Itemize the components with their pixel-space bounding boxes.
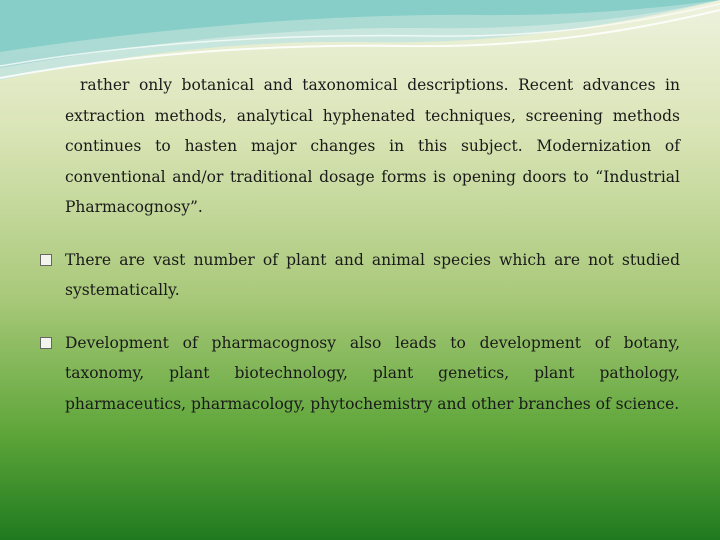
bullet-text: Development of pharmacognosy also leads to development of botany, taxonomy, plant biotechnology, plant genetics, plant pathology, pharmaceutics, pharmacology, phytochemistry and other branches of science. [65, 333, 680, 413]
paragraph-continuation: rather only botanical and taxonomical descriptions. Recent advances in extraction methods, analytical hyphenated techniques, screening methods continues to hasten major changes in this subject. Modernization of conventional and/or traditional dosage forms is opening doors to “Industrial Pharmacognosy”. [65, 76, 680, 216]
square-bullet-icon [40, 337, 52, 349]
bullet-item [40, 328, 680, 420]
slide-body [40, 70, 680, 419]
square-bullet-icon [40, 254, 52, 266]
bullet-item [40, 245, 680, 306]
bullet-text: There are vast number of plant and animal species which are not studied systematically. [65, 250, 680, 299]
